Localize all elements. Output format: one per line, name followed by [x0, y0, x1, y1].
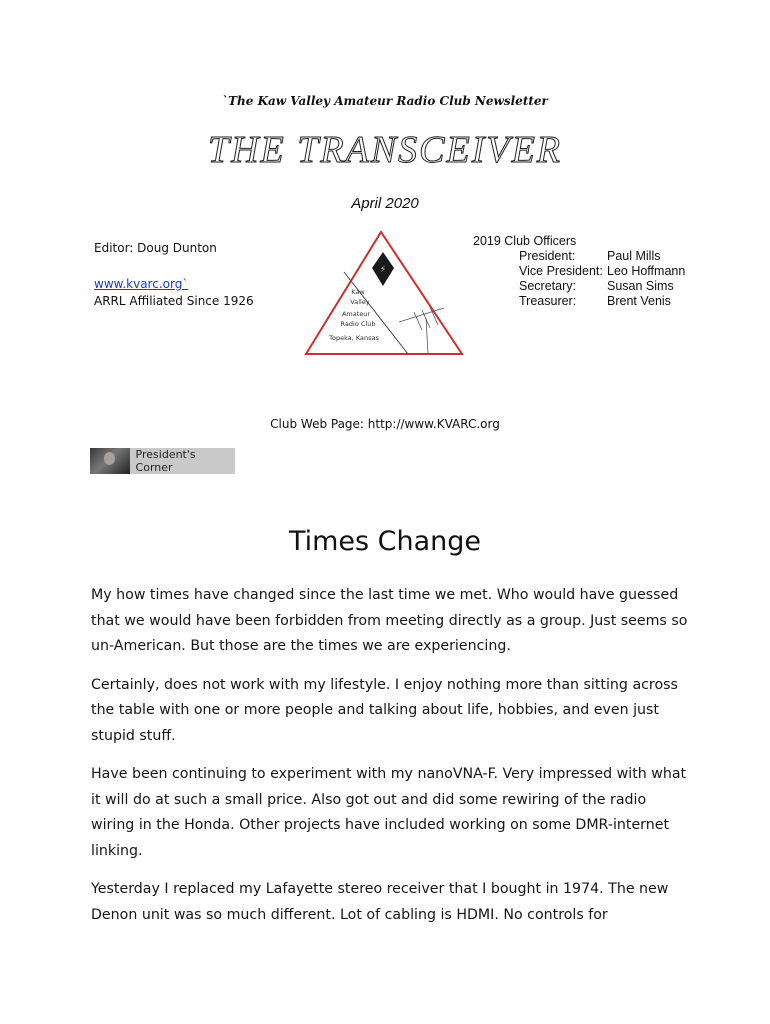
- logo-line-4: Radio Club: [340, 320, 376, 328]
- antenna-icon: [399, 307, 444, 354]
- logo-line-5: Topeka, Kansas: [329, 334, 379, 342]
- club-officers: [473, 234, 685, 309]
- paragraph: My how times have changed since the last time we met. Who would have guessed that we would have been forbidden from meeting directly as a group. Just seems so un-American. But those are the times we are experiencing.: [91, 587, 688, 654]
- website-link[interactable]: www.kvarc.org`: [94, 277, 189, 291]
- officer-role: Treasurer:: [519, 294, 577, 308]
- paragraph: Have been continuing to experiment with my nanoVNA-F. Very impressed with what it will do at such a small price. Also got out and did some rewiring of the radio wiring in the Honda. Other projects have included working on some DMR-internet linking.: [91, 766, 687, 859]
- officer-role: Secretary:: [519, 279, 576, 293]
- officer-name: Brent Venis: [607, 294, 671, 308]
- presidents-corner-banner: [90, 448, 235, 474]
- officer-row: [473, 279, 685, 294]
- officer-row: [473, 294, 685, 309]
- paragraph: Yesterday I replaced my Lafayette stereo receiver that I bought in 1974. The new Denon unit was so much different. Lot of cabling is HDMI. No controls for: [91, 881, 669, 923]
- logo-line-2: Valley: [350, 298, 370, 306]
- officers-heading: 2019 Club Officers: [473, 234, 577, 248]
- club-logo: [304, 230, 466, 358]
- officer-row: [473, 249, 685, 264]
- masthead-title: THE TRANSCEIVER: [207, 129, 563, 171]
- editor-credit: Editor: Doug Dunton: [94, 241, 217, 255]
- newsletter-tagline: `The Kaw Valley Amateur Radio Club Newsletter: [222, 94, 548, 108]
- officer-name: Susan Sims: [607, 279, 674, 293]
- arrl-affiliation: ARRL Affiliated Since 1926: [94, 294, 254, 308]
- paragraph: Certainly, does not work with my lifestyle. I enjoy nothing more than sitting across the table with one or more people and talking about life, hobbies, and even just stupid stuff.: [91, 676, 678, 744]
- issue-date: April 2020: [351, 195, 419, 212]
- club-web-page: Club Web Page: http://www.KVARC.org: [270, 417, 500, 431]
- logo-line-1: Kaw: [351, 288, 365, 296]
- banner-label: President's Corner: [135, 448, 196, 474]
- article-body: [91, 583, 691, 941]
- officer-row: [473, 264, 685, 279]
- svg-text:⚡: ⚡: [379, 265, 387, 275]
- officer-role: Vice President:: [519, 264, 603, 278]
- officer-name: Paul Mills: [607, 249, 661, 263]
- logo-line-3: Amateur: [341, 310, 371, 318]
- officer-role: President:: [519, 249, 576, 263]
- president-photo: [90, 448, 130, 474]
- officer-name: Leo Hoffmann: [607, 264, 686, 278]
- article-title: Times Change: [288, 526, 482, 557]
